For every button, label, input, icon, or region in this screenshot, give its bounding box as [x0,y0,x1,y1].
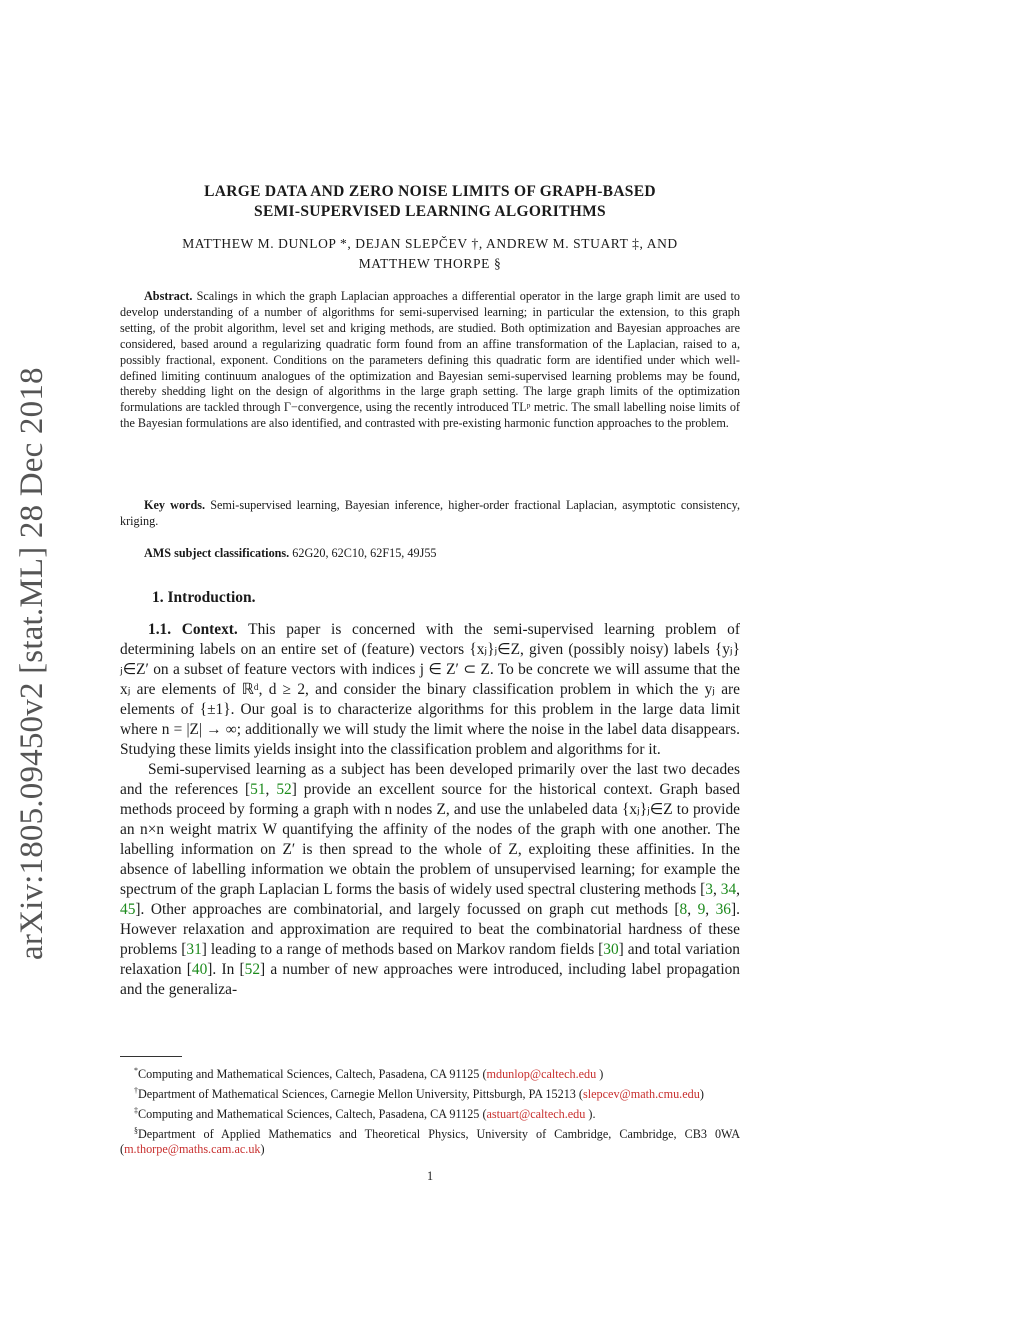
keywords-label: Key words. [144,498,206,512]
authors-line-2: MATTHEW THORPE § [358,256,502,271]
text-run: ]. Other approaches are combinatorial, and largely focussed on graph cut methods [ [135,901,680,918]
text-run: , [687,901,698,918]
footnote-divider [120,1056,182,1057]
text-run: ] a number of new approaches were introduced, including label propagation and the generaliza- [120,961,740,998]
email-link[interactable]: slepcev@math.cmu.edu [583,1086,700,1101]
body-text [120,620,740,1000]
email-link[interactable]: mdunlop@caltech.edu [486,1067,597,1082]
citation-link[interactable]: 31 [186,941,202,958]
citation-link[interactable]: 52 [244,961,261,978]
text-run: ] provide an excellent source for the historical context. Graph based methods proceed by forming a graph with n nodes Z, and use the unlabeled data {xⱼ}ⱼ∈Z to provide an n×n weight matrix W quantifying the affinity of the nodes of the graph with one another. The labelling information on Z′ is then spread to the whole of Z, exploiting these affinities. In the absence of labelling information we obtain the problem of unsupervised learning; for example the spectrum of the graph Laplacian L forms the basis of widely used spectral clustering methods [ [120,781,740,898]
footnote-symbol: ‡ [134,1105,138,1115]
text-run: , [705,901,716,918]
footnote-4 [120,1123,740,1159]
footnotes [120,1063,740,1158]
footnote-text: ). [585,1106,596,1121]
citation-link[interactable]: 9 [697,901,706,918]
email-link[interactable]: astuart@caltech.edu [486,1106,586,1121]
abstract-label: Abstract. [144,289,193,303]
footnote-text: Computing and Mathematical Sciences, Caltech, Pasadena, CA 91125 ( [138,1106,487,1121]
paragraph-1-text: This paper is concerned with the semi-supervised learning problem of determining labels on an entire set of (feature) vectors {xⱼ}ⱼ∈Z, given (possibly noisy) labels {yⱼ}ⱼ∈Z′ on a subset of feature vectors with indices j ∈ Z′ ⊂ Z. To be concrete we will assume that the xⱼ are elements of ℝᵈ, d ≥ 2, and consider the binary classification problem in which the yⱼ are elements of {±1}. Our goal is to characterize algorithms for this problem in the large data limit where n = |Z| → ∞; additionally we will study the limit where the noise in the label data disappears. Studying these limits yields insight into the classification problem and algorithms for it. [120,621,740,758]
section-heading: 1. Introduction. [152,589,256,606]
footnote-symbol: * [134,1066,138,1075]
text-run: Semi-supervised learning as a subject has been developed primarily over the last two decades and the references [ [120,761,740,798]
paragraph-context [120,620,740,760]
footnote-symbol: § [134,1125,138,1135]
citation-link[interactable]: 8 [679,901,688,918]
text-run: , [713,881,721,898]
footnote-1 [120,1063,740,1083]
keywords [120,497,740,529]
citation-link[interactable]: 30 [603,941,619,958]
citation-link[interactable]: 40 [191,961,208,978]
footnote-text: Computing and Mathematical Sciences, Caltech, Pasadena, CA 91125 ( [138,1067,487,1082]
footnote-2 [120,1083,740,1103]
citation-link[interactable]: 51 [250,781,266,798]
paper-title [120,182,740,222]
footnote-text: ) [699,1086,704,1101]
footnote-3 [120,1103,740,1123]
text-run: ]. However relaxation and approximation are required to beat the combinatorial hardness of these problems [ [120,901,740,958]
text-run: ] and total variation relaxation [ [120,941,740,978]
footnote-symbol: † [134,1085,138,1095]
text-run: , [736,881,740,898]
title-line-2: SEMI-SUPERVISED LEARNING ALGORITHMS [254,203,606,220]
arxiv-identifier-stamp: arXiv:1805.09450v2 [stat.ML] 28 Dec 2018 [14,367,50,960]
authors-line-1: MATTHEW M. DUNLOP *, DEJAN SLEPČEV †, ANDREW M. STUART ‡, AND [182,236,678,251]
subsection-heading: 1.1. Context. [148,621,238,638]
footnote-text: Department of Applied Mathematics and Theoretical Physics, University of Cambridge, Cambridge, CB3 0WA ( [120,1126,740,1157]
citation-link[interactable]: 34 [720,881,737,898]
author-list [120,234,740,274]
citation-link[interactable]: 36 [715,901,731,918]
paragraph-history [120,760,740,1000]
ams-label: AMS subject classifications. [144,546,290,560]
citation-link[interactable]: 52 [276,781,292,798]
footnote-text: Department of Mathematical Sciences, Carnegie Mellon University, Pittsburgh, PA 15213 ( [138,1086,583,1101]
citation-link[interactable]: 45 [120,901,136,918]
ams-text: 62G20, 62C10, 62F15, 49J55 [292,546,437,560]
ams-classifications [144,545,744,561]
footnote-text: ) [260,1142,265,1157]
footnote-text: ) [596,1067,604,1082]
text-run: ]. In [ [207,961,245,978]
title-line-1: LARGE DATA AND ZERO NOISE LIMITS OF GRAPH-BASED [204,183,656,200]
page-number: 1 [426,1169,434,1183]
keywords-text: Semi-supervised learning, Bayesian inference, higher-order fractional Laplacian, asymptotic consistency, kriging. [120,498,740,528]
citation-link[interactable]: 3 [705,881,713,898]
text-run: , [265,781,277,798]
abstract-text: Scalings in which the graph Laplacian approaches a differential operator in the large graph limit are used to develop understanding of a number of algorithms for semi-supervised learning; in particular the extension, to this graph setting, of the probit algorithm, level set and kriging methods, are studied. Both optimization and Bayesian approaches are considered, based around a regularizing quadratic form found from an affine transformation of the Laplacian, raised to a, possibly fractional, exponent. Conditions on the parameters defining this quadratic form are identified under which well-defined limiting continuum analogues of the optimization and Bayesian semi-supervised learning problems may be found, thereby shedding light on the design of algorithms in the large graph setting. The large graph limits of the optimization formulations are tackled through Γ−convergence, using the recently introduced TLᵖ metric. The small labelling noise limits of the Bayesian formulations are also identified, and contrasted with pre-existing harmonic function approaches to the problem. [120,289,740,431]
abstract [120,289,740,432]
text-run: ] leading to a range of methods based on Markov random fields [ [201,941,604,958]
email-link[interactable]: m.thorpe@maths.cam.ac.uk [124,1142,261,1157]
